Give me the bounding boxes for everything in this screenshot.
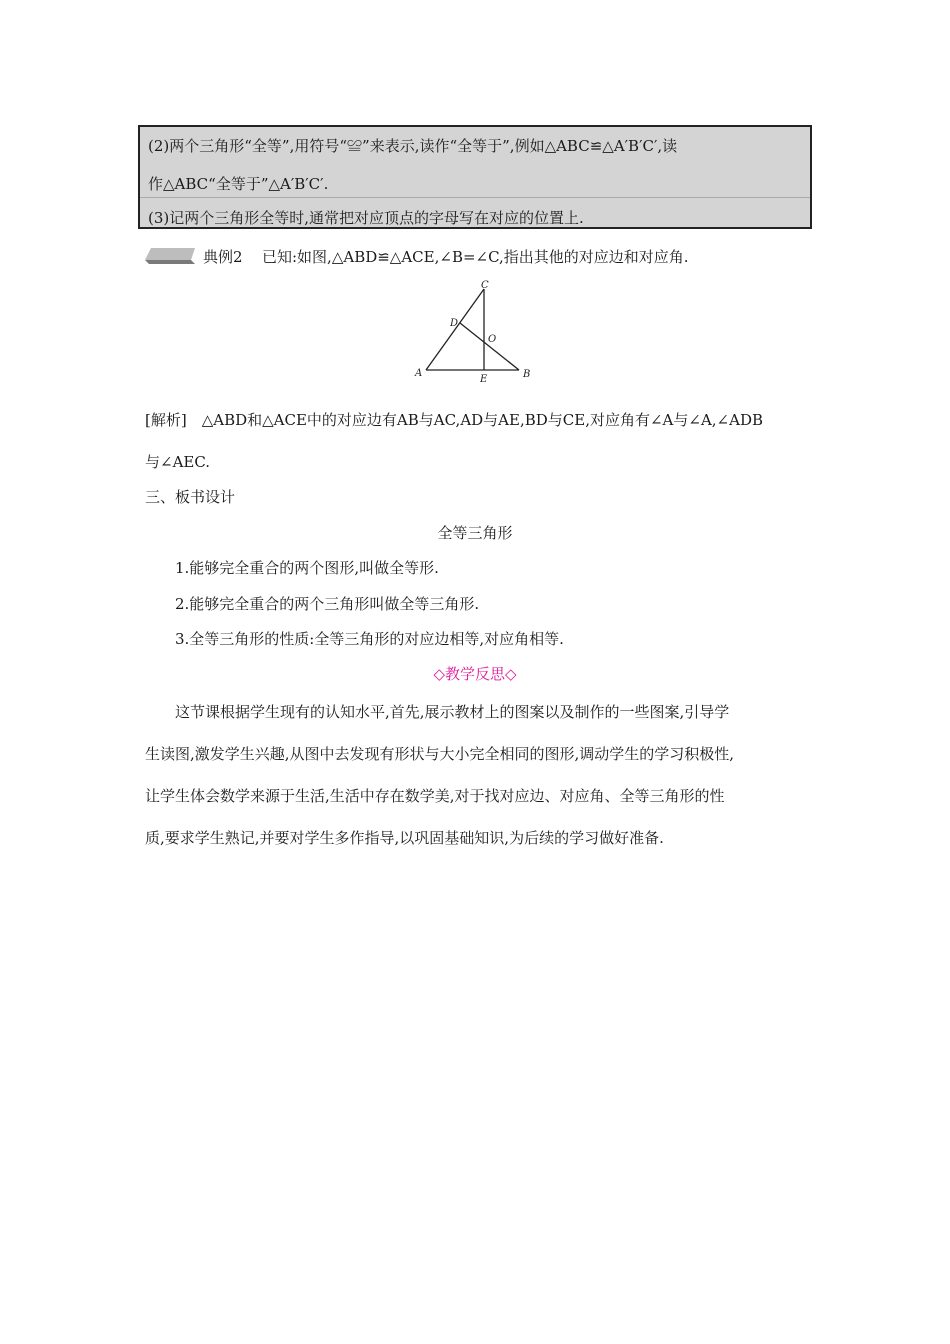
label-b: B xyxy=(523,369,531,380)
box-divider xyxy=(140,197,810,198)
section-title: 全等三角形 xyxy=(437,524,513,542)
reflection-line-3: 让学生体会数学来源于生活,生活中存在数学美,对于找对应边、对应角、全等三角形的性 xyxy=(145,787,725,805)
label-a: A xyxy=(415,368,423,379)
example-banner-icon xyxy=(145,248,195,264)
analysis-line-2: 与∠AEC. xyxy=(145,453,211,471)
reflection-title: ◇教学反思◇ xyxy=(433,665,517,683)
section-item-2: 2.能够完全重合的两个三角形叫做全等三角形. xyxy=(175,595,480,613)
box-line-1: (2)两个三角形“全等”,用符号“≌”来表示,读作“全等于”,例如△ABC≌△A′B′C′,读 xyxy=(148,137,678,155)
label-c: C xyxy=(481,280,489,291)
box-line-2: 作△ABC“全等于”△A′B′C′. xyxy=(148,175,329,193)
section-item-1: 1.能够完全重合的两个图形,叫做全等形. xyxy=(175,559,439,577)
label-o: O xyxy=(488,334,497,345)
triangle-figure xyxy=(412,278,542,388)
label-d: D xyxy=(450,318,459,329)
segment-ac xyxy=(426,289,484,370)
section-heading: 三、板书设计 xyxy=(145,488,236,506)
label-e: E xyxy=(480,374,488,385)
definition-box xyxy=(138,125,812,229)
reflection-line-1: 这节课根据学生现有的认知水平,首先,展示教材上的图案以及制作的一些图案,引导学 xyxy=(175,703,730,721)
example-text: 已知:如图,△ABD≌△ACE,∠B=∠C,指出其他的对应边和对应角. xyxy=(262,248,689,266)
section-item-3: 3.全等三角形的性质:全等三角形的对应边相等,对应角相等. xyxy=(175,630,564,648)
segment-db xyxy=(460,323,519,370)
box-line-3: (3)记两个三角形全等时,通常把对应顶点的字母写在对应的位置上. xyxy=(148,209,584,227)
example-tag: 典例2 xyxy=(203,248,243,266)
reflection-line-2: 生读图,激发学生兴趣,从图中去发现有形状与大小完全相同的图形,调动学生的学习积极性, xyxy=(145,745,735,763)
analysis-line-1: [解析] △ABD和△ACE中的对应边有AB与AC,AD与AE,BD与CE,对应角有∠A与∠A,∠ADB xyxy=(145,411,763,429)
reflection-line-4: 质,要求学生熟记,并要对学生多作指导,以巩固基础知识,为后续的学习做好准备. xyxy=(145,829,664,847)
